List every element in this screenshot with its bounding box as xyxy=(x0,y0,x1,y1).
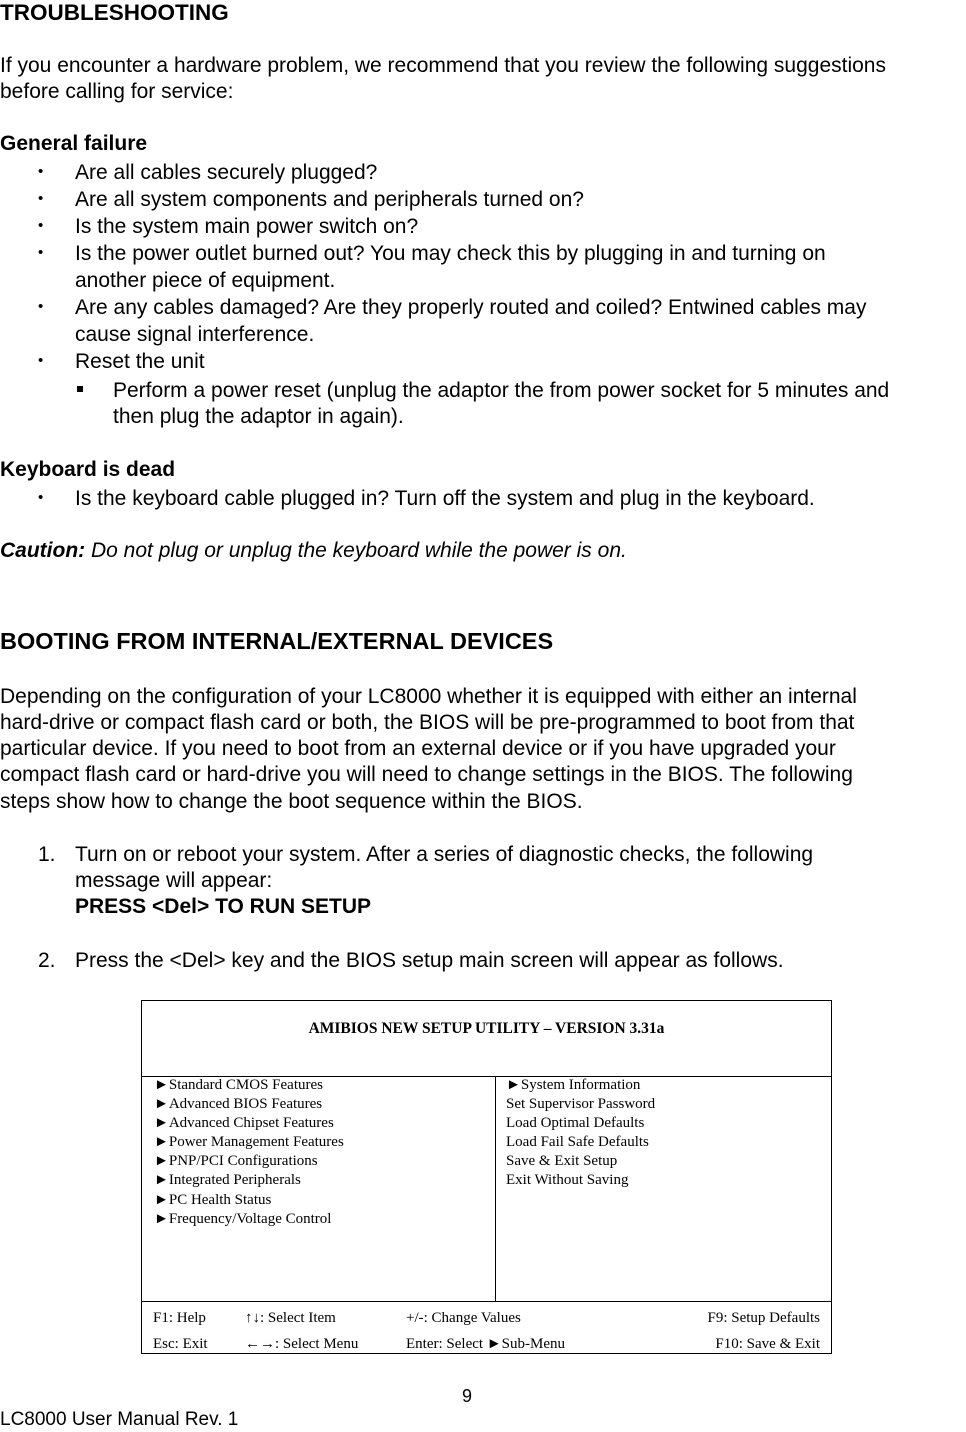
list-item-continuation: cause signal interference. xyxy=(75,323,315,346)
bios-menu-system-information[interactable]: ►System Information xyxy=(506,1077,641,1093)
bios-menu-load-fail-safe[interactable]: Load Fail Safe Defaults xyxy=(506,1134,649,1150)
bullet-icon: • xyxy=(38,489,44,506)
intro-line-1: If you encounter a hardware problem, we recommend that you review the following suggestions xyxy=(0,54,886,77)
setup-prompt-message: PRESS <Del> TO RUN SETUP xyxy=(75,895,372,918)
bios-key-change-values: +/-: Change Values xyxy=(406,1310,521,1326)
bios-key-f1-help: F1: Help xyxy=(153,1310,206,1326)
paragraph-line: particular device. If you need to boot from an external device or if you have upgraded your xyxy=(0,737,836,760)
bios-menu-supervisor-password[interactable]: Set Supervisor Password xyxy=(506,1096,656,1112)
bullet-icon: • xyxy=(38,163,44,180)
step-1-number: 1. xyxy=(38,843,56,866)
step-2-number: 2. xyxy=(38,949,56,972)
page-title: TROUBLESHOOTING xyxy=(0,0,229,25)
bios-menu-standard-cmos[interactable]: ►Standard CMOS Features xyxy=(154,1077,323,1093)
page-number: 9 xyxy=(462,1386,473,1406)
caution-label: Caution: xyxy=(0,539,86,562)
divider xyxy=(495,1076,496,1301)
bios-key-esc-exit: Esc: Exit xyxy=(153,1336,208,1352)
keyboard-heading: Keyboard is dead xyxy=(0,458,176,481)
bios-key-select-menu: ←→: Select Menu xyxy=(245,1336,359,1352)
bios-menu-pc-health[interactable]: ►PC Health Status xyxy=(154,1192,272,1208)
sub-list-item: Perform a power reset (unplug the adaptor the from power socket for 5 minutes and xyxy=(113,379,890,402)
list-item-continuation: another piece of equipment. xyxy=(75,269,336,292)
intro-line-2: before calling for service: xyxy=(0,80,234,103)
list-item: Are all system components and peripherals turned on? xyxy=(75,188,584,211)
step-2-text: Press the <Del> key and the BIOS setup main screen will appear as follows. xyxy=(75,949,784,972)
list-item: Is the power outlet burned out? You may check this by plugging in and turning on xyxy=(75,242,826,265)
bios-key-f9-defaults: F9: Setup Defaults xyxy=(707,1310,820,1326)
bios-key-f10-save-exit: F10: Save & Exit xyxy=(715,1336,820,1352)
list-item: Is the system main power switch on? xyxy=(75,215,419,238)
bullet-icon: • xyxy=(38,352,44,369)
bullet-icon: • xyxy=(38,190,44,207)
footer-text: LC8000 User Manual Rev. 1 xyxy=(0,1409,239,1430)
divider xyxy=(142,1301,831,1302)
sub-list-item-continuation: then plug the adaptor in again). xyxy=(113,405,404,428)
bullet-icon: • xyxy=(38,298,44,315)
step-1-line-1: Turn on or reboot your system. After a series of diagnostic checks, the following xyxy=(75,843,814,866)
bios-menu-integrated-peripherals[interactable]: ►Integrated Peripherals xyxy=(154,1172,301,1188)
bios-menu-load-optimal[interactable]: Load Optimal Defaults xyxy=(506,1115,645,1131)
square-bullet-icon xyxy=(77,386,83,392)
bullet-icon: • xyxy=(38,217,44,234)
bios-menu-power-management[interactable]: ►Power Management Features xyxy=(154,1134,344,1150)
bios-menu-frequency-voltage[interactable]: ►Frequency/Voltage Control xyxy=(154,1211,332,1227)
bullet-icon: • xyxy=(38,244,44,261)
caution-note xyxy=(0,538,627,564)
list-item: Reset the unit xyxy=(75,350,205,373)
bios-setup-screen xyxy=(141,1000,832,1354)
list-item: Is the keyboard cable plugged in? Turn off the system and plug in the keyboard. xyxy=(75,487,815,510)
bios-menu-pnp-pci[interactable]: ►PNP/PCI Configurations xyxy=(154,1153,318,1169)
paragraph-line: compact flash card or hard-drive you will need to change settings in the BIOS. The following xyxy=(0,763,853,786)
bios-menu-save-exit[interactable]: Save & Exit Setup xyxy=(506,1153,618,1169)
bios-menu-exit-without-saving[interactable]: Exit Without Saving xyxy=(506,1172,629,1188)
bios-menu-advanced-bios[interactable]: ►Advanced BIOS Features xyxy=(154,1096,323,1112)
paragraph-line: steps show how to change the boot sequence within the BIOS. xyxy=(0,790,583,813)
general-failure-heading: General failure xyxy=(0,132,148,155)
bios-menu-advanced-chipset[interactable]: ►Advanced Chipset Features xyxy=(154,1115,334,1131)
bios-title: AMIBIOS NEW SETUP UTILITY – VERSION 3.31a xyxy=(308,1020,665,1037)
booting-heading: BOOTING FROM INTERNAL/EXTERNAL DEVICES xyxy=(0,628,554,654)
list-item: Are all cables securely plugged? xyxy=(75,161,378,184)
paragraph-line: hard-drive or compact flash card or both, the BIOS will be pre-programmed to boot from that xyxy=(0,711,855,734)
caution-text: Do not plug or unplug the keyboard while the power is on. xyxy=(85,539,627,562)
bios-key-enter-submenu: Enter: Select ►Sub-Menu xyxy=(406,1336,565,1352)
step-1-line-2: message will appear: xyxy=(75,869,273,892)
paragraph-line: Depending on the configuration of your LC8000 whether it is equipped with either an internal xyxy=(0,685,857,708)
list-item: Are any cables damaged? Are they properly routed and coiled? Entwined cables may xyxy=(75,296,867,319)
bios-key-select-item: ↑↓: Select Item xyxy=(245,1310,336,1326)
